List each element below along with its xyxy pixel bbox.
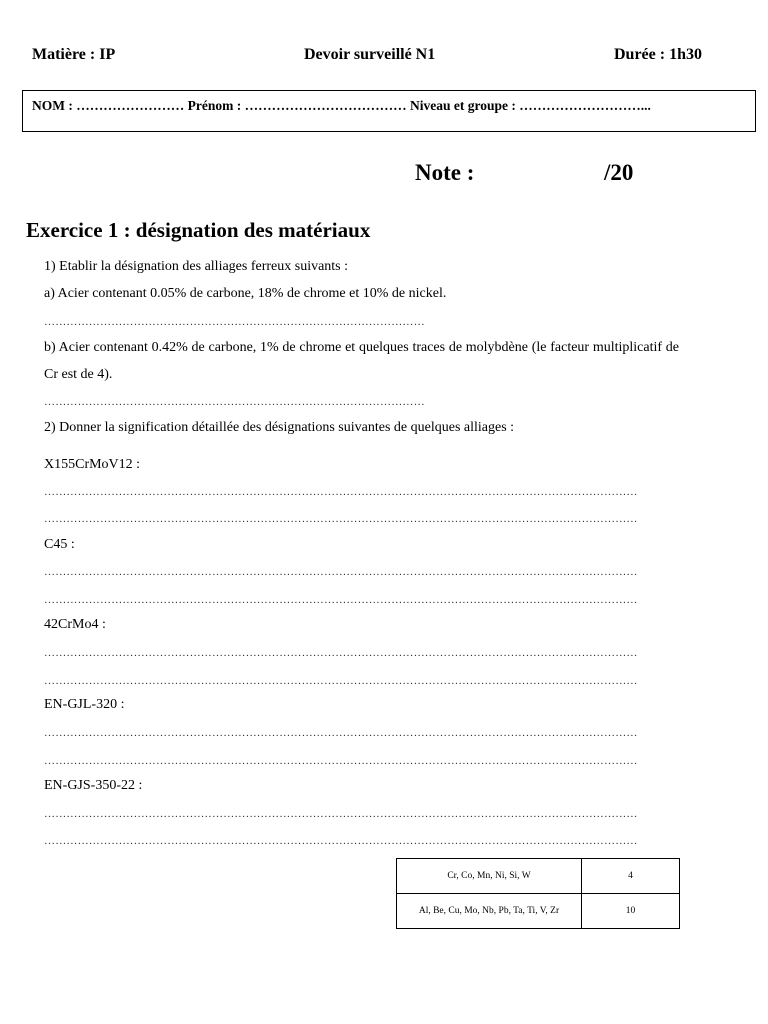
table-row	[397, 894, 680, 929]
answer-line[interactable]: ……………………………………………………………………………………………………………………………………………	[44, 513, 638, 525]
question-2: 2) Donner la signification détaillée des désignations suivantes de quelques alliages :	[44, 420, 515, 435]
question-1b: b) Acier contenant 0.42% de carbone, 1% de chrome et quelques traces de molybdène (le facteur multiplicatif de Cr est de 4).	[44, 340, 679, 382]
table-cell-factor: 10	[582, 894, 680, 929]
answer-line[interactable]: ……………………………………………………………………………………………………………………………………………	[44, 675, 638, 687]
answer-line[interactable]: ……………………………………………………………………………………………………………………………………………	[44, 727, 638, 739]
duration-label: Durée : 1h30	[614, 46, 702, 63]
alloy-label: X155CrMoV12 :	[44, 457, 141, 472]
table-cell-elements: Cr, Co, Mn, Ni, Si, W	[397, 859, 582, 894]
alloy-label: C45 :	[44, 537, 75, 552]
alloy-label: EN-GJS-350-22 :	[44, 778, 143, 793]
answer-line[interactable]: ……………………………………………………………………………………………………………………………………………	[44, 486, 638, 498]
answer-line[interactable]: …………………………………………………………………………………………	[44, 396, 425, 408]
note-label: Note :	[415, 160, 475, 185]
identity-line[interactable]: NOM : …………………… Prénom : ……………………………… Niveau et groupe : ………………………...	[32, 98, 651, 113]
table-row	[397, 859, 680, 894]
answer-line[interactable]: ……………………………………………………………………………………………………………………………………………	[44, 566, 638, 578]
alloy-label: 42CrMo4 :	[44, 617, 106, 632]
question-1a: a) Acier contenant 0.05% de carbone, 18% de chrome et 10% de nickel.	[44, 286, 447, 301]
exercise-title: Exercice 1 : désignation des matériaux	[26, 218, 371, 242]
table-cell-elements: Al, Be, Cu, Mo, Nb, Pb, Ta, Ti, V, Zr	[397, 894, 582, 929]
answer-line[interactable]: …………………………………………………………………………………………	[44, 316, 425, 328]
answer-line[interactable]: ……………………………………………………………………………………………………………………………………………	[44, 594, 638, 606]
subject-label: Matière : IP	[32, 46, 116, 63]
answer-line[interactable]: ……………………………………………………………………………………………………………………………………………	[44, 808, 638, 820]
answer-line[interactable]: ……………………………………………………………………………………………………………………………………………	[44, 835, 638, 847]
alloy-label: EN-GJL-320 :	[44, 697, 125, 712]
identity-box	[22, 90, 756, 132]
table-cell-factor: 4	[582, 859, 680, 894]
answer-line[interactable]: ……………………………………………………………………………………………………………………………………………	[44, 755, 638, 767]
exam-title: Devoir surveillé N1	[304, 46, 436, 63]
multiplier-table	[396, 858, 680, 929]
answer-line[interactable]: ……………………………………………………………………………………………………………………………………………	[44, 647, 638, 659]
question-1: 1) Etablir la désignation des alliages ferreux suivants :	[44, 259, 349, 274]
note-scale: /20	[604, 160, 634, 185]
